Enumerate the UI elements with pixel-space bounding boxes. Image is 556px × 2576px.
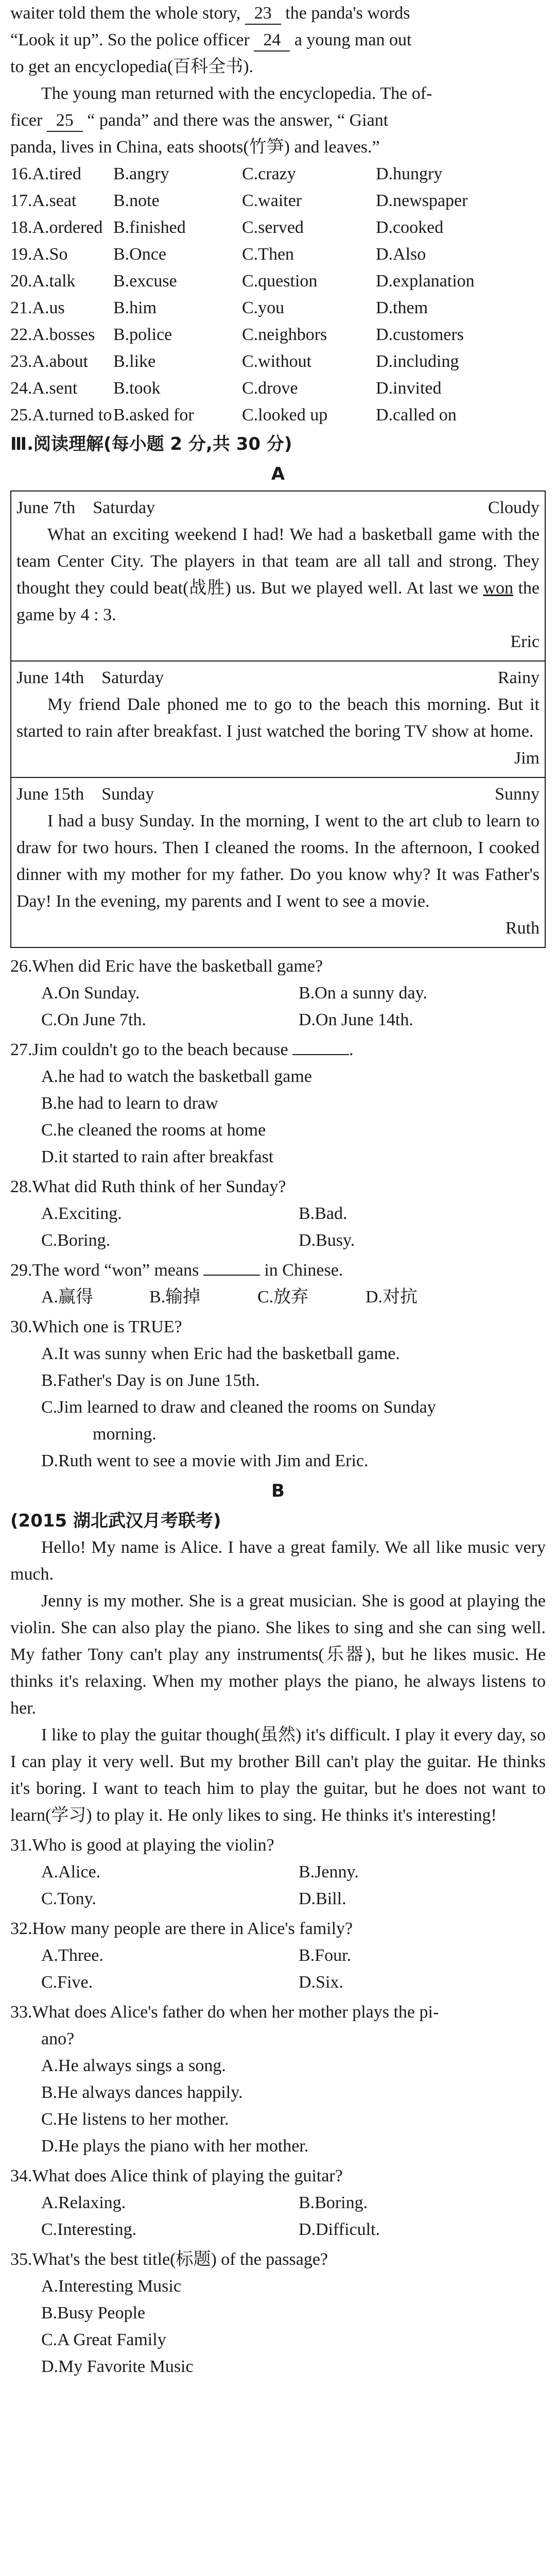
passage-source: (2015 湖北武汉月考联考) (10, 1511, 221, 1531)
passage-paragraph: I like to play the guitar though(虽然) it's difficult. I play it every day, so I can play it very well. But my brother Bill can't play the guitar. He thinks it's boring. I want to teach him to play the guitar, but he does not want to learn(学习) to play it. He only likes to sing. He thinks it's interesting! (10, 1725, 546, 1825)
entry-text: My friend Dale phoned me to go to the beach this morning. But it started to rain after breakfast. I just watched the boring TV show at home. (16, 695, 540, 741)
passage-paragraph: Hello! My name is Alice. I have a great family. We all like music very much. (10, 1538, 546, 1584)
entry-header (16, 665, 540, 691)
blank-23: 23 (245, 3, 281, 25)
underlined-word: won (483, 579, 513, 598)
options-29: A.赢得 B.输掉 C.放弃 D.对抗 (41, 1287, 418, 1307)
entry-date: June 15th Sunday (16, 785, 154, 804)
option-row: 17.A.seat B.note C.waiter D.newspaper (10, 191, 468, 210)
option-row: 16.A.tired B.angry C.crazy D.hungry (10, 164, 443, 183)
cloze-line: “Look it up”. So the police officer 24 a young man out (10, 27, 546, 54)
diary-table (10, 490, 546, 948)
question-27: 27.Jim couldn't go to the beach because . (10, 1037, 546, 1063)
cloze-line: to get an encyclopedia(百科全书). (10, 57, 254, 76)
option-row: 21.A.us B.him C.you D.them (10, 298, 428, 317)
question-32: 32.How many people are there in Alice's family? (10, 1919, 353, 1938)
question-26: 26.When did Eric have the basketball game? (10, 957, 323, 976)
cloze-line: panda, lives in China, eats shoots(竹笋) and leaves.” (10, 138, 380, 157)
question-30: 30.Which one is TRUE? (10, 1317, 182, 1336)
options-34: A.Relaxing. B.Boring. C.Interesting. D.Difficult. (41, 2193, 380, 2239)
questions-part-b (10, 1832, 546, 2380)
entry-weather: Rainy (497, 668, 540, 687)
entry-date: June 7th Saturday (16, 498, 155, 517)
cloze-options (10, 161, 546, 429)
cloze-passage (10, 0, 546, 161)
blank-24: 24 (254, 30, 290, 52)
entry-date: June 14th Saturday (16, 668, 164, 687)
questions-part-a (10, 953, 546, 1475)
answer-blank (203, 1257, 260, 1276)
options-31: A.Alice. B.Jenny. C.Tony. D.Bill. (41, 1862, 359, 1908)
options-27: A.he had to watch the basketball game B.he had to learn to draw C.he cleaned the rooms at home D.it started to rain after breakfast (41, 1067, 312, 1166)
cloze-line: ficer 25 “ panda” and there was the answer, “ Giant (10, 107, 546, 134)
passage-paragraph: Jenny is my mother. She is a great musician. She is good at playing the violin. She can also play the piano. She likes to sing and she can sing well. My father Tony can't play any instruments(乐器), but he likes music. He thinks it's relaxing. When my mother plays the piano, he always listens to her. (10, 1591, 546, 1718)
cloze-line: waiter told them the whole story, 23 the panda's words (10, 0, 546, 27)
question-34: 34.What does Alice think of playing the guitar? (10, 2166, 343, 2185)
passage-b (10, 1534, 546, 1829)
option-row: 22.A.bosses B.police C.neighbors D.customers (10, 325, 464, 344)
option-row: 23.A.about B.like C.without D.including (10, 352, 459, 371)
options-35: A.Interesting Music B.Busy People C.A Great Family D.My Favorite Music (41, 2277, 194, 2376)
section-title: Ⅲ.阅读理解(每小题 2 分,共 30 分) (10, 434, 292, 454)
question-29: 29.The word “won” means in Chinese. (10, 1257, 546, 1284)
blank-25: 25 (47, 110, 83, 132)
option-row: 20.A.talk B.excuse C.question D.explanation (10, 272, 475, 291)
entry-author: Jim (514, 749, 540, 768)
question-28: 28.What did Ruth think of her Sunday? (10, 1177, 286, 1196)
options-33: A.He always sings a song. B.He always dances happily. C.He listens to her mother. D.He plays the piano with her mother. (41, 2056, 309, 2156)
option-row: 19.A.So B.Once C.Then D.Also (10, 245, 426, 264)
entry-header (16, 495, 540, 521)
option-row: 18.A.ordered B.finished C.served D.cooked (10, 218, 444, 237)
entry-text: What an exciting weekend I had! We had a basketball game with the team Center City. The players in that team are all tall and strong. They thought they could beat(战胜) us. But we played well. At last we won the game by 4 : 3. (16, 525, 540, 624)
entry-header (16, 781, 540, 808)
option-row: 25.A.turned to B.asked for C.looked up D.called on (10, 405, 457, 425)
question-33: 33.What does Alice's father do when her mother plays the pi- (10, 2003, 439, 2022)
part-label-b: B (271, 1481, 285, 1501)
question-31: 31.Who is good at playing the violin? (10, 1836, 274, 1855)
answer-blank (292, 1037, 349, 1055)
diary-entry (11, 662, 545, 778)
options-26: A.On Sunday. B.On a sunny day. C.On June 7th. D.On June 14th. (41, 984, 427, 1029)
entry-author: Ruth (505, 919, 540, 938)
diary-entry (11, 492, 545, 662)
entry-weather: Sunny (495, 785, 540, 804)
option-row: 24.A.sent B.took C.drove D.invited (10, 379, 442, 398)
question-33-cont: ano? (41, 2029, 75, 2048)
part-label-a: A (271, 464, 285, 484)
options-32: A.Three. B.Four. C.Five. D.Six. (41, 1946, 352, 1992)
diary-entry (11, 778, 545, 947)
options-30: A.It was sunny when Eric had the basketball game. B.Father's Day is on June 15th. C.Jim learned to draw and cleaned the rooms on Sunday morning. D.Ruth went to see a movie with Jim and Eric. (41, 1344, 436, 1470)
question-35: 35.What's the best title(标题) of the passage? (10, 2250, 328, 2269)
entry-author: Eric (510, 632, 540, 651)
cloze-line: The young man returned with the encyclopedia. The of- (41, 84, 432, 103)
entry-text: I had a busy Sunday. In the morning, I went to the art club to learn to draw for two hours. Then I cleaned the rooms. In the afternoon, I cooked dinner with my mother for my father. Do you know why? It was Father's Day! In the evening, my parents and I went to see a movie. (16, 811, 540, 911)
options-28: A.Exciting. B.Bad. C.Boring. D.Busy. (41, 1204, 355, 1250)
entry-weather: Cloudy (488, 498, 540, 517)
